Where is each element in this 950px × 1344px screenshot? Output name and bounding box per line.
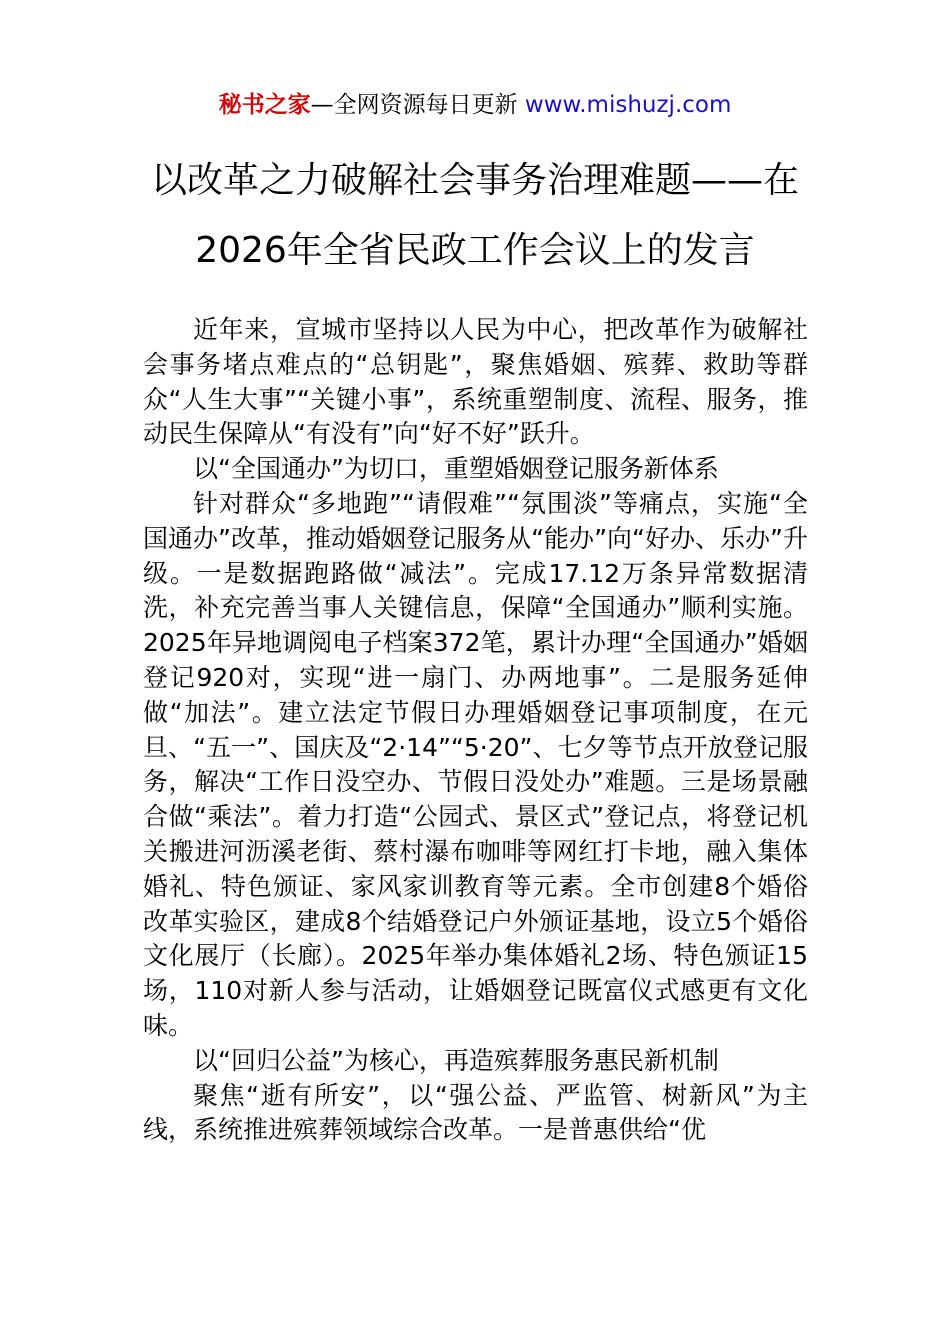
document-title: 以改革之力破解社会事务治理难题——在2026年全省民政工作会议上的发言 — [150, 160, 799, 271]
marriage-paragraph: 针对群众“多地跑”“请假难”“氛围淡”等痛点，实施“全国通办”改革，推动婚姻登记服务从“能办”向“好办、乐办”升级。一是数据跑路做“减法”。完成17.12万条异常数据清洗，补充完善当事人关键信息，保障“全国通办”顺利实施。2025年异地调阅电子档案372笔，累计办理“全国通办”婚姻登记920对，实现“进一扇门、办两地事”。二是服务延伸做“加法”。建立法定节假日办理婚姻登记事项制度，在元旦、“五一”、国庆及“2·14”“5·20”、七夕等节点开放登记服务，解决“工作日没空办、节假日没处办”难题。三是场景融合做“乘法”。着力打造“公园式、景区式”登记点，将登记机关搬进河沥溪老街、蔡村瀑布咖啡等网红打卡地，融入集体婚礼、特色颁证、家风家训教育等元素。全市创建8个婚俗改革实验区，建成8个结婚登记户外颁证基地，设立5个婚俗文化展厅（长廊）。2025年举办集体婚礼2场、特色颁证15场，110对新人参与活动，让婚姻登记既富仪式感更有文化味。 — [143, 488, 808, 1040]
site-url-link[interactable]: www.mishuzj.com — [524, 92, 732, 118]
document-body — [143, 313, 808, 1148]
section-heading-funeral: 以“回归公益”为核心，再造殡葬服务惠民新机制 — [193, 1045, 719, 1075]
site-name: 秘书之家 — [218, 92, 311, 118]
section-heading-marriage: 以“全国通办”为切口，重塑婚姻登记服务新体系 — [193, 454, 719, 484]
site-header — [0, 88, 950, 122]
intro-paragraph: 近年来，宣城市坚持以人民为中心，把改革作为破解社会事务堵点难点的“总钥匙”，聚焦婚姻、殡葬、救助等群众“人生大事”“关键小事”，系统重塑制度、流程、服务，推动民生保障从“有没有”向“好不好”跃升。 — [143, 315, 808, 449]
site-slogan: —全网资源每日更新 — [310, 92, 518, 118]
funeral-paragraph: 聚焦“逝有所安”，以“强公益、严监管、树新风”为主线，系统推进殡葬领域综合改革。一是普惠供给“优 — [143, 1080, 808, 1145]
